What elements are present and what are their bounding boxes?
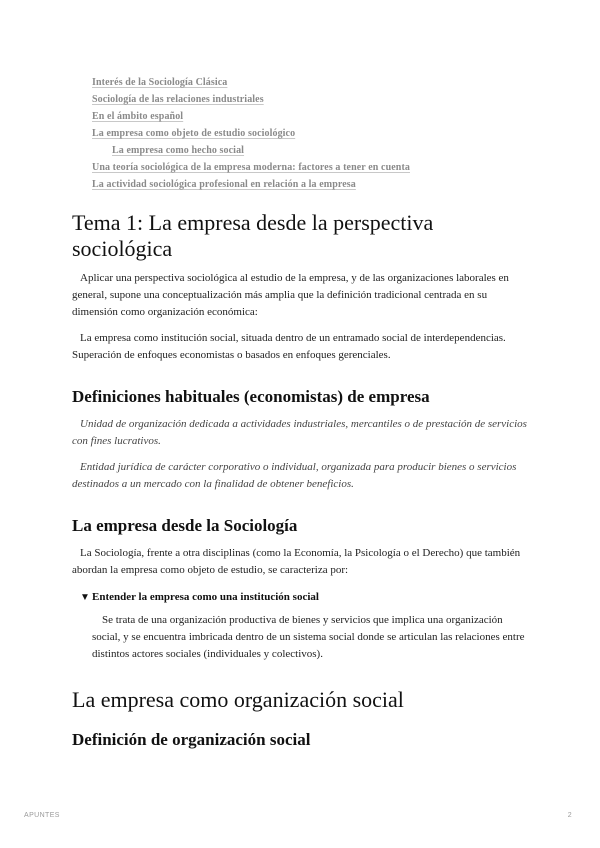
toc-item bbox=[92, 123, 410, 140]
page-number: 2 bbox=[567, 812, 572, 819]
toc-item bbox=[92, 89, 410, 106]
organization-heading: La empresa como organización social bbox=[72, 687, 404, 712]
toggle-paragraph: Se trata de una organización productiva de bienes y servicios que implica una organización social, y se encuentra imbricada dentro de un sistema social donde se articulan las relaciones entre distintos actores sociales (individuales y colectivos). bbox=[92, 614, 525, 660]
organization-definition-heading: Definición de organización social bbox=[72, 730, 311, 749]
toggle-triangle-icon[interactable]: ▼ bbox=[80, 592, 90, 603]
toc-item bbox=[92, 106, 410, 123]
toc-item bbox=[92, 72, 410, 89]
table-of-contents bbox=[92, 72, 410, 191]
toc-link[interactable]: Una teoría sociológica de la empresa moderna: factores a tener en cuenta bbox=[92, 162, 410, 173]
toc-link[interactable]: Interés de la Sociología Clásica bbox=[92, 77, 228, 88]
definition-1: Unidad de organización dedicada a actividades industriales, mercantiles o de prestación de servicios con fines lucrativos. bbox=[72, 418, 527, 447]
definitions-heading: Definiciones habituales (economistas) de empresa bbox=[72, 387, 430, 406]
sociology-paragraph: La Sociología, frente a otra disciplinas (como la Economía, la Psicología o el Derecho) que también abordan la empresa como objeto de estudio, se caracteriza por: bbox=[72, 547, 521, 576]
toggle-label[interactable]: Entender la empresa como una institución social bbox=[92, 591, 319, 603]
footer-label: APUNTES bbox=[24, 812, 60, 819]
sociology-heading: La empresa desde la Sociología bbox=[72, 516, 298, 535]
toc-item bbox=[92, 174, 410, 191]
document-body bbox=[72, 210, 528, 751]
toc-link[interactable]: La empresa como objeto de estudio sociológico bbox=[92, 128, 296, 139]
toc-link[interactable]: En el ámbito español bbox=[92, 111, 184, 122]
definition-2: Entidad jurídica de carácter corporativo o individual, organizada para producir bienes o servicios destinados a un mercado con la finalidad de obtener beneficios. bbox=[72, 461, 517, 490]
toggle-block[interactable] bbox=[80, 589, 528, 606]
institution-paragraph: La empresa como institución social, situada dentro de un entramado social de interdependencias. Superación de enfoques economistas o basados en enfoques gerenciales. bbox=[72, 332, 506, 361]
toc-link[interactable]: La empresa como hecho social bbox=[112, 145, 245, 156]
toggle-content bbox=[72, 612, 528, 663]
toc-link[interactable]: Sociología de las relaciones industriales bbox=[92, 94, 264, 105]
toc-link[interactable]: La actividad sociológica profesional en relación a la empresa bbox=[92, 179, 356, 190]
page-title: Tema 1: La empresa desde la perspectiva sociológica bbox=[72, 210, 434, 261]
intro-paragraph: Aplicar una perspectiva sociológica al estudio de la empresa, y de las organizaciones laborales en general, supone una conceptualización más amplia que la definición tradicional centrada en su dimensión como organización económica: bbox=[72, 272, 509, 318]
toc-item bbox=[92, 140, 410, 157]
toc-item bbox=[92, 157, 410, 174]
